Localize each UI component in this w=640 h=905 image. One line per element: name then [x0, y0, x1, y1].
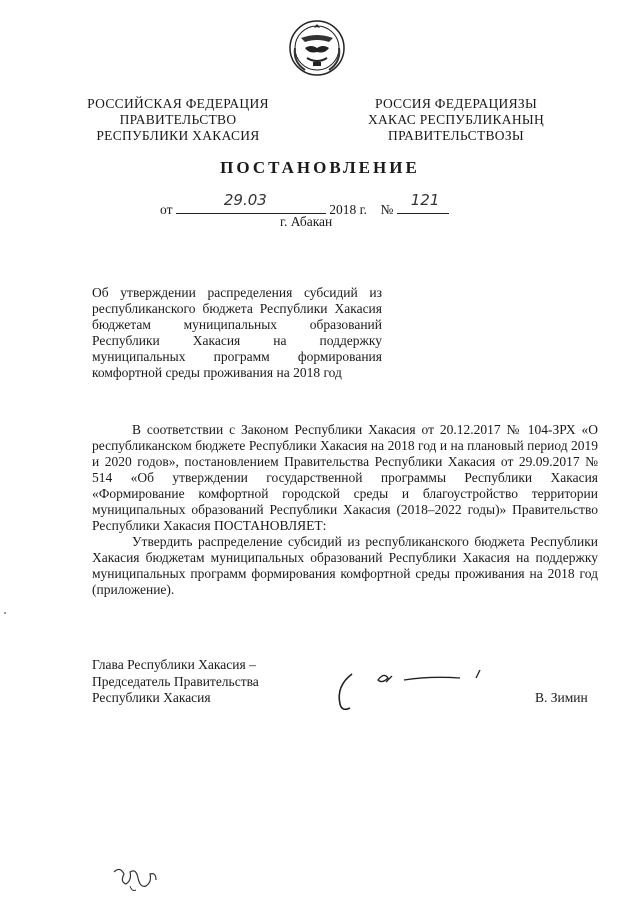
signatory-line: Республики Хакасия: [92, 690, 211, 705]
date-underline: [176, 191, 326, 214]
number-sign: №: [380, 202, 394, 217]
handwritten-signature: [330, 660, 490, 720]
signatory-line: Глава Республики Хакасия –: [92, 657, 256, 672]
scan-speck: [4, 612, 6, 614]
header-left-line: РОССИЙСКАЯ ФЕДЕРАЦИЯ: [87, 96, 269, 111]
coat-of-arms-emblem: [287, 18, 347, 78]
document-title: ПОСТАНОВЛЕНИЕ: [220, 158, 420, 177]
header-left-line: ПРАВИТЕЛЬСТВО: [119, 112, 237, 127]
body-text: [92, 422, 598, 598]
header-left-line: РЕСПУБЛИКИ ХАКАСИЯ: [96, 128, 260, 143]
header-right-line: ПРАВИТЕЛЬСТВОЗЫ: [388, 128, 524, 143]
signatory-name: В. Зимин: [535, 690, 588, 705]
body-paragraph: Утвердить распределение субсидий из республиканского бюджета Республики Хакасия бюджетам муниципальных образований Республики Хакасия на поддержку муниципальных программ формирования комфортной среды проживания на 2018 год (приложение).: [92, 534, 598, 597]
header-right: [356, 96, 556, 144]
date-prefix: от: [160, 202, 173, 217]
handwritten-mark: [110, 862, 160, 894]
number-underline: [397, 191, 449, 214]
body-paragraph: В соответствии с Законом Республики Хакасия от 20.12.2017 № 104-ЗРХ «О республиканском бюджете Республики Хакасия на 2018 год и на плановый период 2019 и 2020 годов», постановлением Правительства Республики Хакасия от 29.09.2017 № 514 «Об утверждении государственной программы Республики Хакасия «Формирование комфортной городской среды и благоустройство территории муниципальных образований Республики Хакасия (2018–2022 годы)» Правительство Республики Хакасия ПОСТАНОВЛЯЕТ:: [92, 422, 598, 533]
subject: Об утверждении распределения субсидий из республиканского бюджета Республики Хакасия бюджетам муниципальных образований Республики Хакасия на поддержку муниципальных программ формирования комфортной среды проживания на 2018 год: [92, 285, 382, 380]
signatory-line: Председатель Правительства: [92, 673, 259, 689]
number-handwritten: 121: [410, 191, 440, 209]
date-handwritten: 29.03: [223, 191, 267, 209]
city: г. Абакан: [280, 214, 333, 229]
signatory-position: [92, 657, 259, 707]
header-left: [78, 96, 278, 144]
header-right-line: ХАКАС РЕСПУБЛИКАНЫҢ: [367, 112, 545, 127]
header-right-line: РОССИЯ ФЕДЕРАЦИЯЗЫ: [374, 96, 538, 111]
date-year: 2018 г.: [329, 202, 367, 217]
